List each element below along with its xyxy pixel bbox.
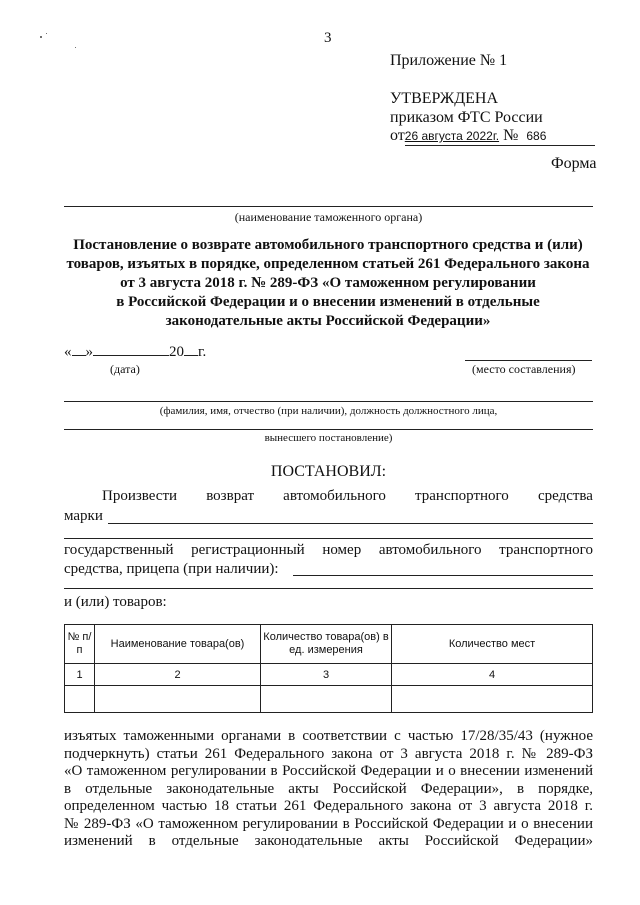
page-number: 3 xyxy=(324,30,332,46)
title-line: в Российской Федерации и о внесении изменений в отдельные xyxy=(116,294,540,310)
return-word: Произвести xyxy=(102,488,178,504)
reg-word: регистрационный xyxy=(191,542,305,558)
customs-organ-line xyxy=(64,206,593,207)
order-number-label: № xyxy=(503,127,519,144)
date-close-quote: » xyxy=(85,344,93,360)
date-field xyxy=(64,344,206,361)
scan-speck xyxy=(46,33,47,34)
return-word: средства xyxy=(537,488,593,504)
header-cell-number: № п/п xyxy=(65,625,95,664)
trailer-line xyxy=(293,575,593,576)
paragraph-line: в отдельные законодательные акты Российской Федерации», в порядке, xyxy=(64,780,593,797)
return-word: транспортного xyxy=(415,488,509,504)
title-line: Постановление о возврате автомобильного транспортного средства и (или) xyxy=(73,237,583,253)
paragraph-line: изъятых таможенными органами в соответствии с частью 17/28/35/43 (нужное xyxy=(64,728,593,744)
trailer-extra-line xyxy=(64,588,593,589)
title-line: от 3 августа 2018 г. № 289-ФЗ «О таможенном регулировании xyxy=(120,275,536,291)
table-cell xyxy=(392,686,593,713)
column-number-cell: 1 xyxy=(65,664,95,686)
table-cell xyxy=(261,686,392,713)
order-from-label: от xyxy=(390,127,405,144)
scan-speck xyxy=(75,47,76,48)
trailer-label: средства, прицепа (при наличии): xyxy=(64,561,279,577)
paragraph-line: определенном частью 18 статьи 261 Федерального закона от 3 августа 2018 г. xyxy=(64,798,593,814)
official-line-1 xyxy=(64,401,593,402)
paragraph-line: изменений в отдельные законодательные акты Российской Федерации» xyxy=(64,833,593,849)
date-year-suffix: г. xyxy=(198,344,207,360)
form-label: Форма xyxy=(551,155,597,172)
document-title xyxy=(50,236,606,331)
scan-speck xyxy=(40,36,42,38)
order-line xyxy=(390,127,595,145)
date-open-quote: « xyxy=(64,344,72,360)
customs-organ-caption: (наименование таможенного органа) xyxy=(234,210,423,224)
reg-word: номер xyxy=(322,542,362,558)
paragraph-line: № 289-ФЗ «О таможенном регулировании в Российской Федерации и о внесении xyxy=(64,815,593,832)
title-line: законодательные акты Российской Федерации» xyxy=(165,313,491,329)
official-line-2 xyxy=(64,429,593,430)
paragraph-line: «О таможенном регулировании в Российской Федерации и о внесении изменений xyxy=(64,763,593,779)
date-year-prefix: 20 xyxy=(169,344,184,360)
header-cell-quantity: Количество товара(ов) в ед. измерения xyxy=(261,625,392,664)
order-date: 26 августа 2022г. xyxy=(404,129,500,143)
order-by-label: приказом ФТС России xyxy=(390,109,543,126)
column-number-cell: 4 xyxy=(392,664,593,686)
reg-line xyxy=(64,542,593,559)
order-number: 686 xyxy=(526,129,547,143)
paragraph-line: подчеркнуть) статьи 261 Федерального закона от 3 августа 2018 г. № 289-ФЗ xyxy=(64,745,593,762)
reg-word: транспортного xyxy=(499,542,593,558)
brand-line xyxy=(108,523,593,524)
vehicle-extra-line xyxy=(64,538,593,539)
decree-heading: ПОСТАНОВИЛ: xyxy=(270,463,387,480)
appendix-label: Приложение № 1 xyxy=(390,52,508,69)
return-word: автомобильного xyxy=(283,488,386,504)
official-caption-2: вынесшего постановление) xyxy=(264,432,393,444)
goods-label: и (или) товаров: xyxy=(64,594,167,610)
legal-paragraph xyxy=(64,728,593,851)
column-number-cell: 2 xyxy=(95,664,261,686)
order-underline xyxy=(405,145,595,146)
reg-word: автомобильного xyxy=(378,542,482,558)
place-line xyxy=(465,360,592,361)
column-number-cell: 3 xyxy=(261,664,392,686)
goods-table xyxy=(64,624,593,713)
return-word: возврат xyxy=(206,488,255,504)
title-line: товаров, изъятых в порядке, определенном статьей 261 Федерального закона xyxy=(66,256,590,272)
date-caption: (дата) xyxy=(110,362,140,376)
brand-label: марки xyxy=(64,508,103,524)
official-caption-1: (фамилия, имя, отчество (при наличии), должность должностного лица, xyxy=(159,405,498,417)
table-cell xyxy=(95,686,261,713)
place-caption: (место составления) xyxy=(472,362,576,376)
header-cell-name: Наименование товара(ов) xyxy=(95,625,261,664)
table-cell xyxy=(65,686,95,713)
reg-word: государственный xyxy=(64,542,174,558)
return-line xyxy=(102,488,593,505)
header-cell-places: Количество мест xyxy=(392,625,593,664)
approved-label: УТВЕРЖДЕНА xyxy=(390,90,499,107)
